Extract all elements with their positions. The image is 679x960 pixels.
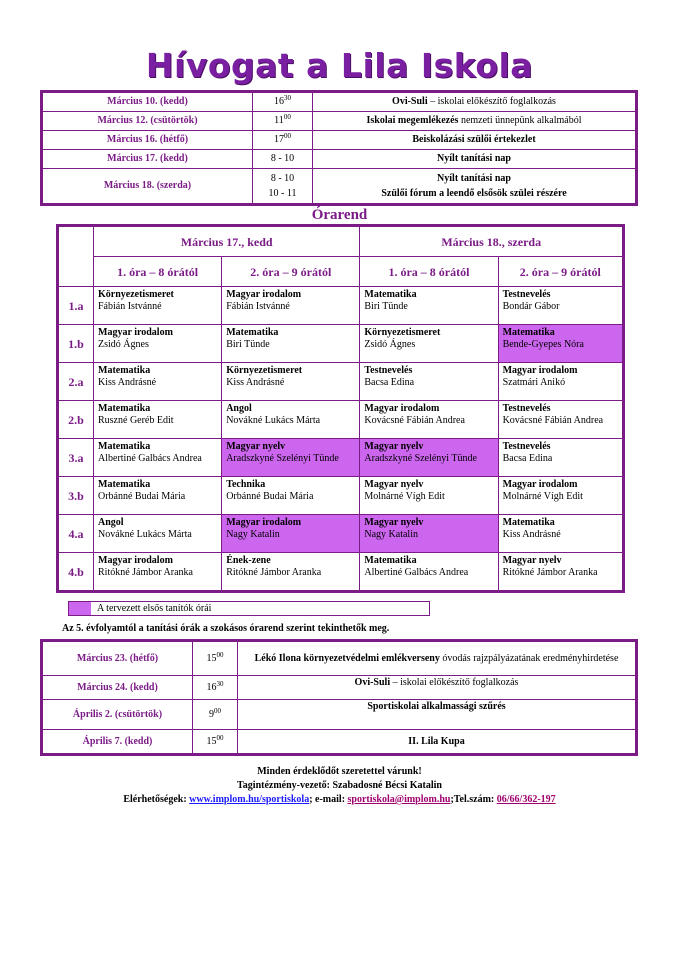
subject: Magyar irodalom bbox=[502, 365, 578, 376]
event-date: Március 12. (csütörtök) bbox=[43, 112, 253, 131]
event-desc: Lékó Ilona környezetvédelmi emlékverseny óvodás rajzpályázatának eredményhirdetése bbox=[238, 642, 636, 676]
timetable-cell bbox=[94, 477, 222, 515]
teacher: Aradszkyné Szelényi Tünde bbox=[364, 453, 477, 464]
subject: Technika bbox=[226, 479, 266, 490]
phone-link[interactable]: 06/66/362-197 bbox=[496, 794, 556, 805]
subject: Matematika bbox=[98, 479, 151, 490]
event-row bbox=[43, 131, 636, 150]
subject: Magyar nyelv bbox=[364, 517, 424, 528]
subject: Matematika bbox=[502, 327, 555, 338]
timetable-row bbox=[59, 363, 623, 401]
timetable-cell bbox=[222, 515, 360, 553]
teacher: Fábián Istvánné bbox=[226, 301, 290, 312]
timetable-period-header bbox=[59, 257, 623, 287]
teacher: Kovácsné Fábián Andrea bbox=[502, 415, 604, 426]
timetable-row bbox=[59, 515, 623, 553]
subject: Testnevelés bbox=[502, 403, 551, 414]
event-row bbox=[43, 730, 636, 754]
event-row bbox=[43, 150, 636, 169]
event-row bbox=[43, 112, 636, 131]
timetable-title: Órarend bbox=[311, 207, 368, 223]
teacher: Kiss Andrásné bbox=[98, 377, 157, 388]
footer-welcome: Minden érdeklődőt szeretettel várunk! bbox=[257, 766, 422, 777]
timetable-cell bbox=[94, 325, 222, 363]
subject: Környezetismeret bbox=[364, 327, 441, 338]
teacher: Orbánné Budai Mária bbox=[98, 491, 186, 502]
website-link[interactable]: www.implom.hu/sportiskola bbox=[189, 794, 310, 805]
legend bbox=[68, 601, 430, 616]
teacher: Bende-Gyepes Nóra bbox=[502, 339, 584, 350]
teacher: Albertiné Galbács Andrea bbox=[98, 453, 202, 464]
timetable-cell bbox=[498, 325, 622, 363]
event-time: 8 - 10 10 - 11 bbox=[253, 169, 313, 204]
event-desc: Ovi-Suli – iskolai előkészítő foglalkozás bbox=[313, 93, 636, 112]
subject: Matematika bbox=[98, 403, 151, 414]
subject: Testnevelés bbox=[502, 289, 551, 300]
event-date: Március 16. (hétfő) bbox=[43, 131, 253, 150]
timetable-cell bbox=[222, 401, 360, 439]
timetable-cell bbox=[360, 401, 498, 439]
event-desc: Sportiskolai alkalmassági szűrés bbox=[238, 700, 636, 730]
event-time: $15^{00}$ bbox=[193, 642, 238, 676]
event-desc: Nyílt tanítási nap bbox=[313, 150, 636, 169]
day-header-1: Március 17., kedd bbox=[94, 227, 360, 257]
timetable-cell bbox=[222, 363, 360, 401]
period-header: 1. óra – 8 órától bbox=[360, 257, 498, 287]
footer-contacts: Elérhetőségek: www.implom.hu/sportiskola; e-mail: sportiskola@implom.hu;Tel.szám: 06/66/362-197 bbox=[123, 794, 556, 805]
event-date: Március 18. (szerda) bbox=[43, 169, 253, 204]
timetable-cell bbox=[498, 363, 622, 401]
footer-leader: Tagintézmény-vezető: Szabadosné Bécsi Katalin bbox=[237, 780, 442, 791]
event-row bbox=[43, 676, 636, 700]
subject: Magyar nyelv bbox=[364, 441, 424, 452]
subject: Matematika bbox=[364, 289, 417, 300]
event-time: $11^{00}$ bbox=[253, 112, 313, 131]
event-row bbox=[43, 642, 636, 676]
timetable-cell bbox=[222, 287, 360, 325]
note-text: Az 5. évfolyamtól a tanítási órák a szokásos órarend szerint tekinthetők meg. bbox=[62, 623, 390, 634]
subject: Testnevelés bbox=[502, 441, 551, 452]
subject: Matematika bbox=[98, 365, 151, 376]
teacher: Aradszkyné Szelényi Tünde bbox=[226, 453, 339, 464]
teacher: Orbánné Budai Mária bbox=[226, 491, 314, 502]
timetable-cell bbox=[222, 553, 360, 591]
teacher: Bacsa Edina bbox=[364, 377, 415, 388]
timetable-cell bbox=[94, 515, 222, 553]
event-date: Április 7. (kedd) bbox=[43, 730, 193, 754]
teacher: Ritókné Jámbor Aranka bbox=[502, 567, 598, 578]
event-row bbox=[43, 93, 636, 112]
teacher: Novákné Lukács Márta bbox=[98, 529, 192, 540]
event-time: $17^{00}$ bbox=[253, 131, 313, 150]
timetable-row bbox=[59, 477, 623, 515]
subject: Angol bbox=[98, 517, 124, 528]
timetable-row bbox=[59, 553, 623, 591]
event-date: Március 10. (kedd) bbox=[43, 93, 253, 112]
timetable-cell bbox=[94, 401, 222, 439]
period-header: 2. óra – 9 órától bbox=[498, 257, 622, 287]
subject: Magyar irodalom bbox=[98, 327, 173, 338]
class-label: 1.a bbox=[59, 287, 94, 325]
timetable-cell bbox=[498, 477, 622, 515]
subject: Matematika bbox=[226, 327, 279, 338]
timetable-cell bbox=[498, 515, 622, 553]
teacher: Kovácsné Fábián Andrea bbox=[364, 415, 465, 426]
subject: Környezetismeret bbox=[226, 365, 303, 376]
teacher: Bacsa Edina bbox=[502, 453, 553, 464]
subject: Matematika bbox=[364, 555, 417, 566]
timetable-cell bbox=[360, 325, 498, 363]
teacher: Biri Tünde bbox=[226, 339, 270, 350]
event-time: 8 - 10 bbox=[253, 150, 313, 169]
teacher: Zsidó Ágnes bbox=[98, 339, 149, 350]
subject: Matematika bbox=[98, 441, 151, 452]
subject: Ének-zene bbox=[226, 555, 271, 566]
teacher: Zsidó Ágnes bbox=[364, 339, 416, 350]
timetable-cell bbox=[360, 363, 498, 401]
timetable-cell bbox=[94, 363, 222, 401]
teacher: Novákné Lukács Márta bbox=[226, 415, 321, 426]
teacher: Ritókné Jámbor Aranka bbox=[98, 567, 193, 578]
timetable-cell bbox=[94, 553, 222, 591]
event-date: Április 2. (csütörtök) bbox=[43, 700, 193, 730]
events-top-table bbox=[42, 92, 636, 204]
subject: Magyar irodalom bbox=[502, 479, 578, 490]
teacher: Kiss Andrásné bbox=[502, 529, 561, 540]
timetable-cell bbox=[94, 287, 222, 325]
teacher: Ruszné Geréb Edit bbox=[98, 415, 174, 426]
timetable-cell bbox=[360, 477, 498, 515]
event-time: $16^{30}$ bbox=[193, 676, 238, 700]
event-desc: II. Lila Kupa bbox=[238, 730, 636, 754]
timetable-cell bbox=[360, 287, 498, 325]
timetable-day-header bbox=[59, 227, 623, 257]
subject: Magyar irodalom bbox=[226, 289, 302, 300]
timetable-cell bbox=[222, 325, 360, 363]
timetable-row bbox=[59, 439, 623, 477]
timetable-cell bbox=[94, 439, 222, 477]
event-row bbox=[43, 700, 636, 730]
teacher: Molnárné Vígh Edit bbox=[502, 491, 583, 502]
timetable bbox=[58, 226, 623, 591]
timetable-corner bbox=[59, 227, 94, 287]
class-label: 3.a bbox=[59, 439, 94, 477]
teacher: Kiss Andrásné bbox=[226, 377, 285, 388]
event-desc: Nyílt tanítási nap Szülői fórum a leendő elsősök szülei részére bbox=[313, 169, 636, 204]
legend-swatch bbox=[69, 602, 91, 615]
class-label: 4.a bbox=[59, 515, 94, 553]
class-label: 1.b bbox=[59, 325, 94, 363]
subject: Matematika bbox=[502, 517, 555, 528]
subject: Magyar nyelv bbox=[226, 441, 286, 452]
event-desc: Beiskolázási szülői értekezlet bbox=[313, 131, 636, 150]
subject: Magyar nyelv bbox=[502, 555, 562, 566]
timetable-cell bbox=[222, 477, 360, 515]
period-header: 1. óra – 8 órától bbox=[94, 257, 222, 287]
legend-label: A tervezett elsős tanítók órái bbox=[97, 603, 212, 614]
class-label: 2.b bbox=[59, 401, 94, 439]
subject: Angol bbox=[226, 403, 252, 414]
teacher: Szatmári Anikó bbox=[502, 377, 566, 388]
teacher: Nagy Katalin bbox=[226, 529, 280, 540]
timetable-row bbox=[59, 287, 623, 325]
timetable-cell bbox=[498, 401, 622, 439]
class-label: 3.b bbox=[59, 477, 94, 515]
subject: Magyar irodalom bbox=[226, 517, 302, 528]
event-time: $16^{30}$ bbox=[253, 93, 313, 112]
event-time: $9^{00}$ bbox=[193, 700, 238, 730]
page-title: Hívogat a Lila Iskola bbox=[145, 46, 534, 85]
event-desc: Ovi-Suli – iskolai előkészítő foglalkozás bbox=[238, 676, 636, 700]
class-label: 2.a bbox=[59, 363, 94, 401]
event-date: Március 24. (kedd) bbox=[43, 676, 193, 700]
event-desc: Iskolai megemlékezés nemzeti ünnepünk alkalmából bbox=[313, 112, 636, 131]
subject: Magyar nyelv bbox=[364, 479, 424, 490]
teacher: Molnárné Vígh Edit bbox=[364, 491, 445, 502]
event-row bbox=[43, 169, 636, 204]
event-date: Március 17. (kedd) bbox=[43, 150, 253, 169]
teacher: Biri Tünde bbox=[364, 301, 408, 312]
timetable-row bbox=[59, 325, 623, 363]
timetable-cell bbox=[498, 553, 622, 591]
timetable-cell bbox=[498, 439, 622, 477]
event-time: $15^{00}$ bbox=[193, 730, 238, 754]
subject: Magyar irodalom bbox=[98, 555, 173, 566]
subject: Környezetismeret bbox=[98, 289, 174, 300]
timetable-cell bbox=[360, 553, 498, 591]
subject: Testnevelés bbox=[364, 365, 413, 376]
period-header: 2. óra – 9 órától bbox=[222, 257, 360, 287]
teacher: Ritókné Jámbor Aranka bbox=[226, 567, 322, 578]
day-header-2: Március 18., szerda bbox=[360, 227, 623, 257]
subject: Magyar irodalom bbox=[364, 403, 440, 414]
teacher: Albertiné Galbács Andrea bbox=[364, 567, 469, 578]
teacher: Nagy Katalin bbox=[364, 529, 418, 540]
timetable-cell bbox=[498, 287, 622, 325]
email-link[interactable]: sportiskola@implom.hu bbox=[347, 794, 451, 805]
events-bottom-table bbox=[42, 641, 636, 754]
timetable-cell bbox=[360, 515, 498, 553]
teacher: Bondár Gábor bbox=[502, 301, 560, 312]
event-date: Március 23. (hétfő) bbox=[43, 642, 193, 676]
timetable-row bbox=[59, 401, 623, 439]
teacher: Fábián Istvánné bbox=[98, 301, 162, 312]
timetable-cell bbox=[222, 439, 360, 477]
class-label: 4.b bbox=[59, 553, 94, 591]
timetable-cell bbox=[360, 439, 498, 477]
